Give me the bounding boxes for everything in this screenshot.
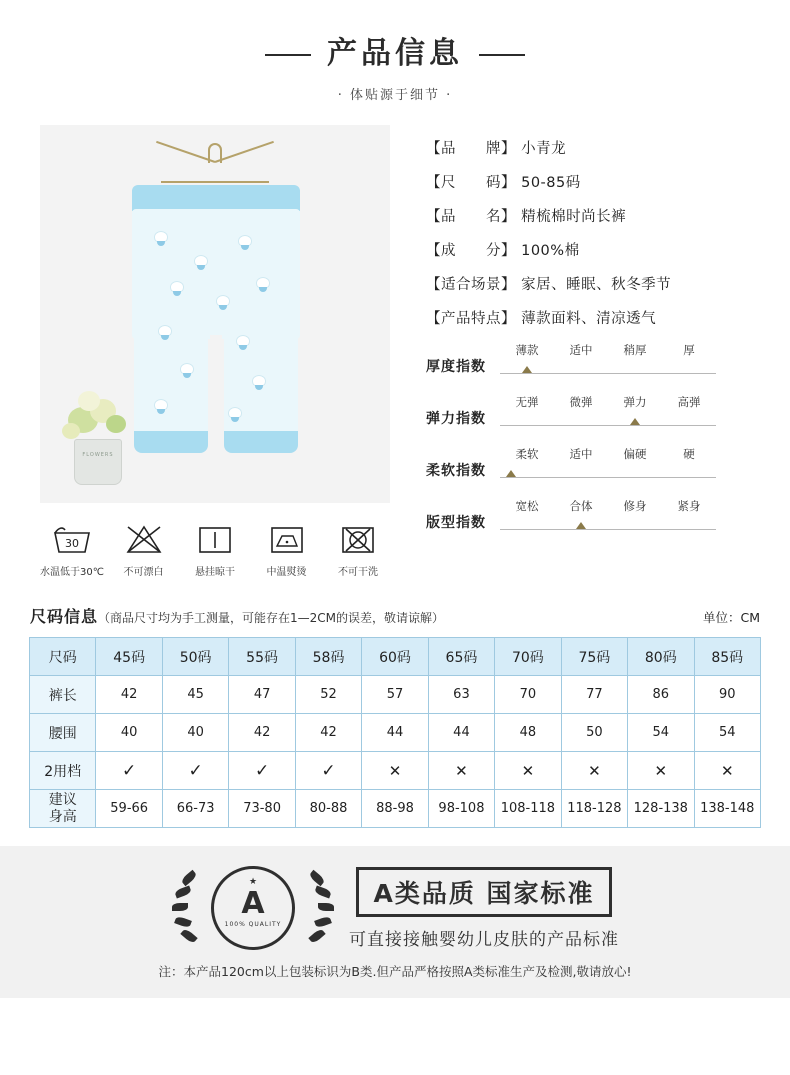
index-row-fit [426, 498, 750, 534]
table-cell: 98-108 [428, 790, 494, 828]
care-item [40, 521, 104, 578]
page-header [0, 0, 790, 103]
table-row [30, 714, 761, 752]
scale-label: 微弹 [569, 395, 593, 409]
info-key: 【适合场景】 [426, 277, 516, 293]
table-cell: 128-138 [628, 790, 694, 828]
info-value: 小青龙 [521, 141, 567, 157]
table-cell: 138-148 [694, 790, 760, 828]
table-cell: 44 [362, 714, 428, 752]
info-row-features [426, 307, 750, 328]
scale-label: 薄款 [515, 343, 539, 357]
scale-label: 硬 [683, 447, 695, 461]
scale-label: 紧身 [677, 499, 701, 513]
table-cell: 54 [694, 714, 760, 752]
product-photo-column [40, 125, 390, 578]
table-header-cell: 65码 [428, 638, 494, 676]
quality-seal-icon: ★ A 100% QUALITY [211, 866, 295, 950]
seal-sub: 100% QUALITY [224, 920, 282, 928]
table-cell: ✓ [295, 752, 361, 790]
table-row [30, 752, 761, 790]
info-row-name [426, 205, 750, 226]
info-key: 【品 名】 [426, 209, 516, 225]
care-item [326, 521, 390, 578]
care-label: 不可干洗 [338, 567, 378, 578]
table-cell: 52 [295, 676, 361, 714]
index-name: 厚度指数 [426, 359, 486, 375]
table-header-row [30, 638, 761, 676]
scale-label: 柔软 [515, 447, 539, 461]
index-marker [630, 418, 640, 425]
no-dry-clean-icon [335, 521, 381, 557]
table-cell: ✕ [561, 752, 627, 790]
table-cell: 47 [229, 676, 295, 714]
table-row [30, 676, 761, 714]
info-key: 【成 分】 [426, 243, 516, 259]
table-cell: ✕ [628, 752, 694, 790]
scale-label: 偏硬 [623, 447, 647, 461]
page-title: 产品信息 [321, 28, 469, 72]
table-cell: 77 [561, 676, 627, 714]
table-header-cell: 70码 [495, 638, 561, 676]
row-label: 腰围 [30, 714, 96, 752]
index-name: 弹力指数 [426, 411, 486, 427]
seal-letter: A [241, 885, 265, 921]
index-marker [506, 470, 516, 477]
scale-label: 厚 [683, 343, 695, 357]
table-cell: 118-128 [561, 790, 627, 828]
table-cell: 57 [362, 676, 428, 714]
size-info-header [0, 604, 790, 627]
quality-badge-text: A类品质 国家标准 [356, 867, 611, 917]
table-cell: 48 [495, 714, 561, 752]
info-key: 【尺 码】 [426, 175, 516, 191]
quality-badge-sub: 可直接接触婴幼儿皮肤的产品标准 [349, 929, 619, 950]
table-cell: 44 [428, 714, 494, 752]
table-cell: 50 [561, 714, 627, 752]
size-table [29, 637, 761, 828]
table-header-cell: 80码 [628, 638, 694, 676]
scale-label: 适中 [569, 447, 593, 461]
table-cell: ✓ [96, 752, 162, 790]
scale-label: 稍厚 [623, 343, 647, 357]
svg-text:30: 30 [65, 537, 79, 550]
footer-note: 注：本产品120cm以上包装标识为B类.但产品严格按照A类标准生产及检测,敬请放心! [158, 964, 632, 979]
info-value: 100%棉 [521, 243, 580, 259]
scale-label: 合体 [569, 499, 593, 513]
table-cell: 80-88 [295, 790, 361, 828]
quality-footer [0, 846, 790, 998]
table-header-cell: 45码 [96, 638, 162, 676]
index-name: 柔软指数 [426, 463, 486, 479]
care-item [183, 521, 247, 578]
table-cell: 70 [495, 676, 561, 714]
info-row-brand [426, 137, 750, 158]
index-scale [500, 394, 716, 430]
table-cell: 86 [628, 676, 694, 714]
index-scale [500, 446, 716, 482]
care-instructions [40, 521, 390, 578]
index-row-softness [426, 446, 750, 482]
pants-illustration [132, 185, 300, 457]
info-key: 【品 牌】 [426, 141, 516, 157]
care-label: 水温低于30℃ [40, 567, 104, 578]
row-label: 2用档 [30, 752, 96, 790]
care-label: 悬挂晾干 [195, 567, 235, 578]
table-cell: 88-98 [362, 790, 428, 828]
wreath-left-icon [171, 870, 197, 946]
page-subtitle: · 体贴源于细节 · [337, 88, 453, 103]
info-value: 家居、睡眠、秋冬季节 [521, 277, 672, 293]
table-cell: 59-66 [96, 790, 162, 828]
wash-tub-30-icon [49, 521, 95, 557]
index-marker [522, 366, 532, 373]
index-scale [500, 342, 716, 378]
index-row-thickness [426, 342, 750, 378]
line-dry-icon [192, 521, 238, 557]
scale-label: 弹力 [623, 395, 647, 409]
scale-label: 宽松 [515, 499, 539, 513]
index-marker [576, 522, 586, 529]
table-cell: 45 [162, 676, 228, 714]
table-cell: 42 [229, 714, 295, 752]
table-header-cell: 60码 [362, 638, 428, 676]
table-cell: 63 [428, 676, 494, 714]
table-cell: 40 [162, 714, 228, 752]
info-value: 50-85码 [521, 175, 581, 191]
table-cell: 66-73 [162, 790, 228, 828]
index-name: 版型指数 [426, 515, 486, 531]
scale-label: 无弹 [515, 395, 539, 409]
care-item [112, 521, 176, 578]
scale-label: 修身 [623, 499, 647, 513]
info-row-size [426, 171, 750, 192]
table-cell: 42 [295, 714, 361, 752]
info-value: 薄款面料、清凉透气 [521, 311, 657, 327]
info-row-scene [426, 273, 750, 294]
scale-label: 高弹 [677, 395, 701, 409]
table-cell: 90 [694, 676, 760, 714]
medium-iron-icon [264, 521, 310, 557]
product-overview [0, 103, 790, 578]
table-cell: ✓ [162, 752, 228, 790]
table-cell: 40 [96, 714, 162, 752]
info-value: 精梳棉时尚长裤 [521, 209, 627, 225]
index-scale [500, 498, 716, 534]
table-row [30, 790, 761, 828]
care-item [255, 521, 319, 578]
table-header-cell: 尺码 [30, 638, 96, 676]
row-label: 建议 身高 [30, 790, 96, 828]
care-label: 中温熨烫 [266, 567, 307, 578]
size-info-unit: 单位：CM [702, 610, 760, 625]
table-cell: ✕ [694, 752, 760, 790]
table-header-cell: 85码 [694, 638, 760, 676]
product-info-column [390, 125, 750, 578]
index-row-elasticity [426, 394, 750, 430]
table-cell: 73-80 [229, 790, 295, 828]
table-cell: 54 [628, 714, 694, 752]
size-info-title: 尺码信息 [30, 607, 99, 626]
no-bleach-icon [121, 521, 167, 557]
care-label: 不可漂白 [123, 567, 164, 578]
table-header-cell: 75码 [561, 638, 627, 676]
table-cell: 108-118 [495, 790, 561, 828]
table-header-cell: 50码 [162, 638, 228, 676]
scale-label: 适中 [569, 343, 593, 357]
table-header-cell: 58码 [295, 638, 361, 676]
table-header-cell: 55码 [229, 638, 295, 676]
size-info-note: （商品尺寸均为手工测量，可能存在1—2CM的误差，敬请谅解） [98, 611, 445, 625]
wreath-right-icon [309, 870, 335, 946]
info-key: 【产品特点】 [426, 311, 516, 327]
table-cell: ✓ [229, 752, 295, 790]
table-cell: ✕ [495, 752, 561, 790]
table-cell: ✕ [428, 752, 494, 790]
table-cell: 42 [96, 676, 162, 714]
info-row-material [426, 239, 750, 260]
product-photo [40, 125, 390, 503]
decorative-plant: FLOWERS [58, 375, 136, 485]
row-label: 裤长 [30, 676, 96, 714]
index-meters [426, 342, 750, 534]
table-cell: ✕ [362, 752, 428, 790]
